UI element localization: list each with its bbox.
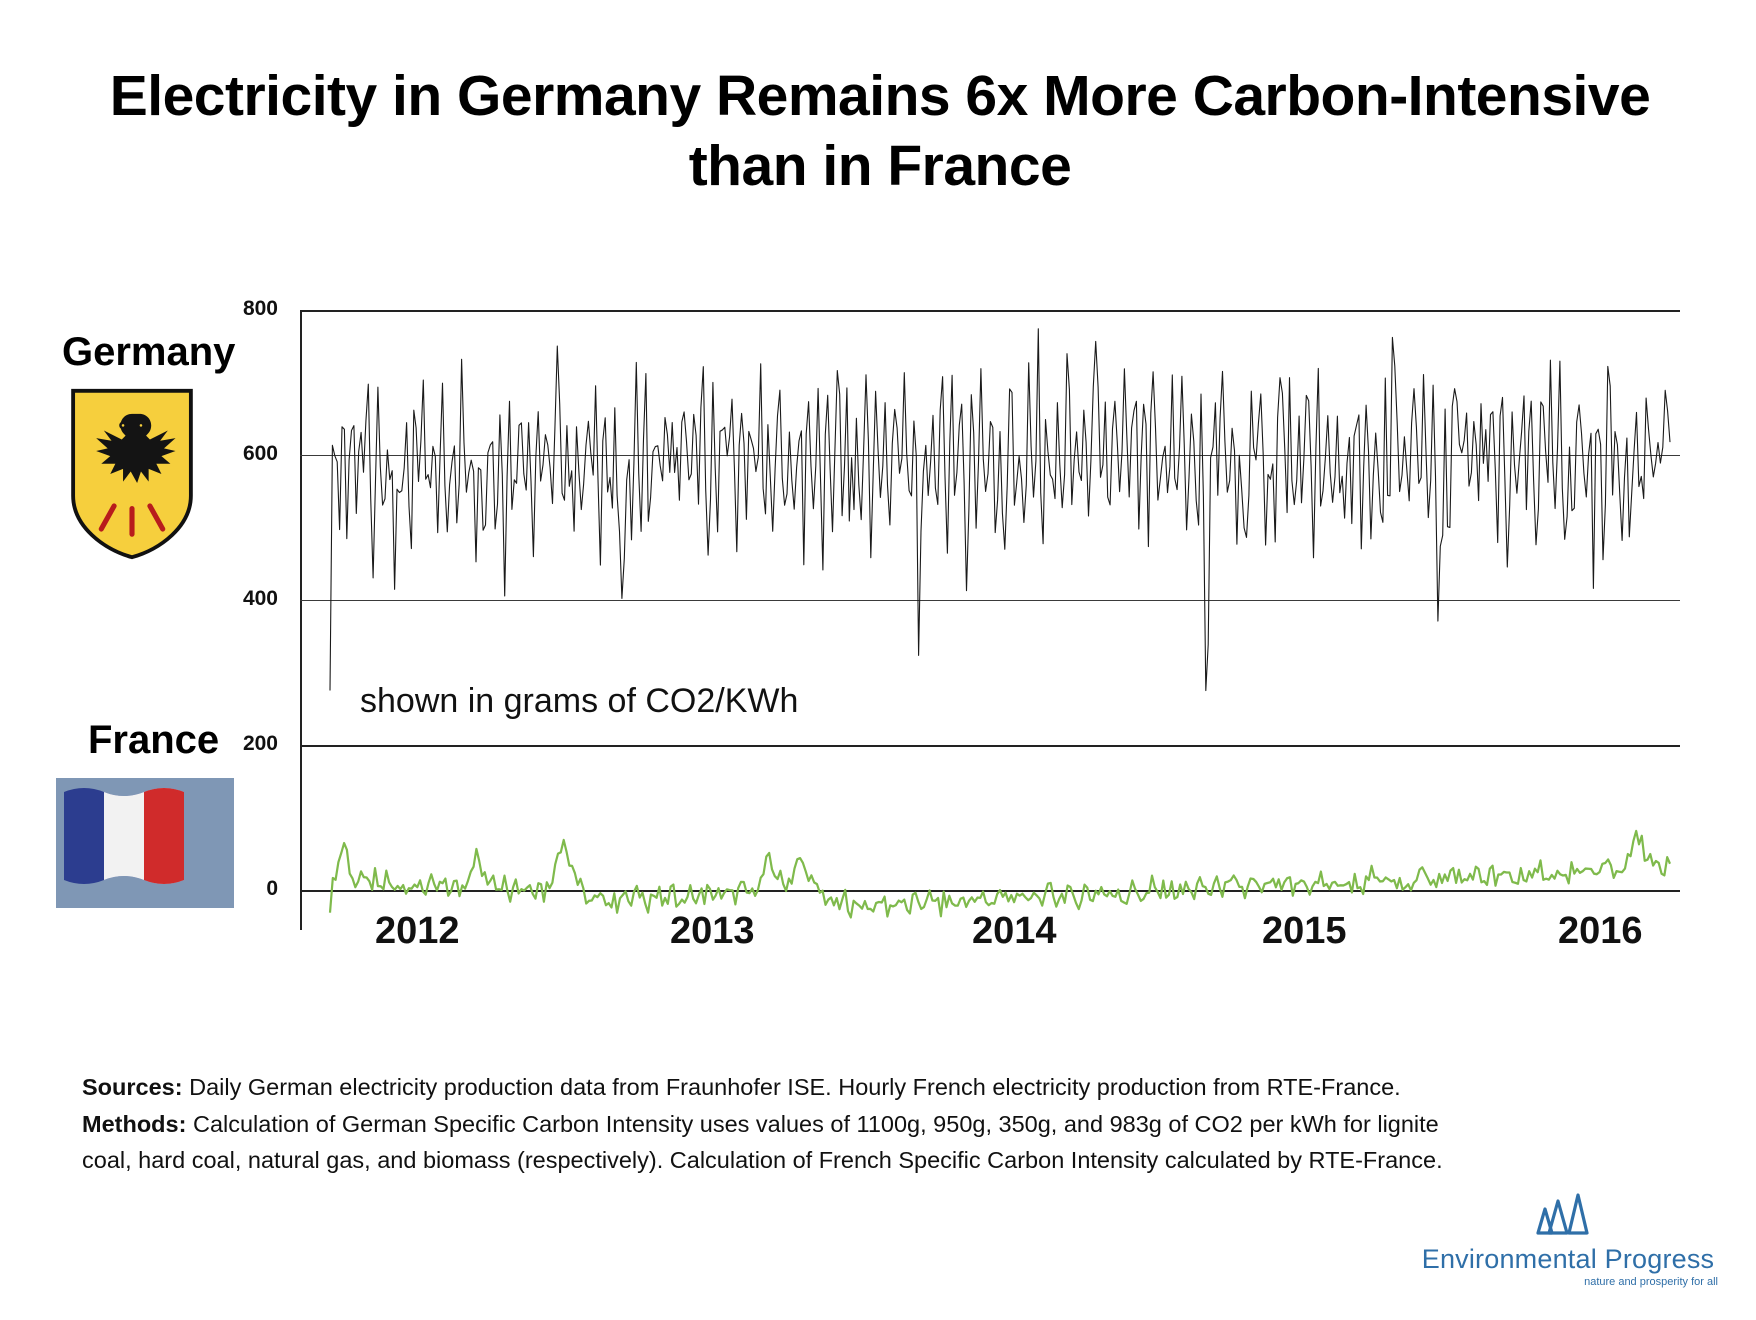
y-tick-600: 600 [242, 442, 278, 465]
sources-line [82, 1070, 1482, 1105]
logo [1418, 1189, 1718, 1288]
y-tick-200: 200 [242, 732, 278, 755]
logo-tagline: nature and prosperity for all [1584, 1276, 1718, 1288]
y-tick-0: 0 [266, 877, 278, 900]
methods-label: Methods: [82, 1111, 187, 1138]
y-tick-400: 400 [242, 587, 278, 610]
series-line-france [330, 831, 1670, 917]
sources-text: Daily German electricity production data from Fraunhofer ISE. Hourly French electricity production from RTE-France. [182, 1074, 1401, 1100]
triple-peak-logo-icon [1525, 1189, 1611, 1241]
logo-name: Environmental Progress [1421, 1244, 1715, 1274]
methods-line [82, 1107, 1482, 1178]
x-tick-2015: 2015 [1262, 910, 1347, 952]
x-tick-2016: 2016 [1558, 910, 1643, 952]
sources-label: Sources: [82, 1074, 183, 1100]
methods-text: Calculation of German Specific Carbon Intensity uses values of 1100g, 950g, 350g, and 983g of CO2 per kWh for lignite coal, hard coal, natural gas, and biomass (respectively). Calculation of French Specific Carbon Intensity calculated by RTE-France. [82, 1111, 1443, 1173]
legend-label-germany: Germany [62, 330, 236, 374]
x-tick-2013: 2013 [670, 910, 755, 952]
x-tick-2014: 2014 [972, 910, 1057, 952]
series-lines [300, 310, 1680, 930]
chart-canvas [300, 310, 1680, 930]
chart-annotation: shown in grams of CO2/KWh [360, 682, 799, 720]
page-title: Electricity in Germany Remains 6x More Carbon-Intensive than in France [109, 64, 1651, 198]
legend-label-france: France [88, 718, 220, 762]
footnotes [82, 1070, 1482, 1178]
x-tick-2012: 2012 [375, 910, 460, 952]
series-line-germany [330, 329, 1670, 691]
y-tick-800: 800 [242, 297, 278, 320]
germany-coat-of-arms-icon [68, 388, 196, 560]
chart-plot-area [242, 297, 1680, 952]
